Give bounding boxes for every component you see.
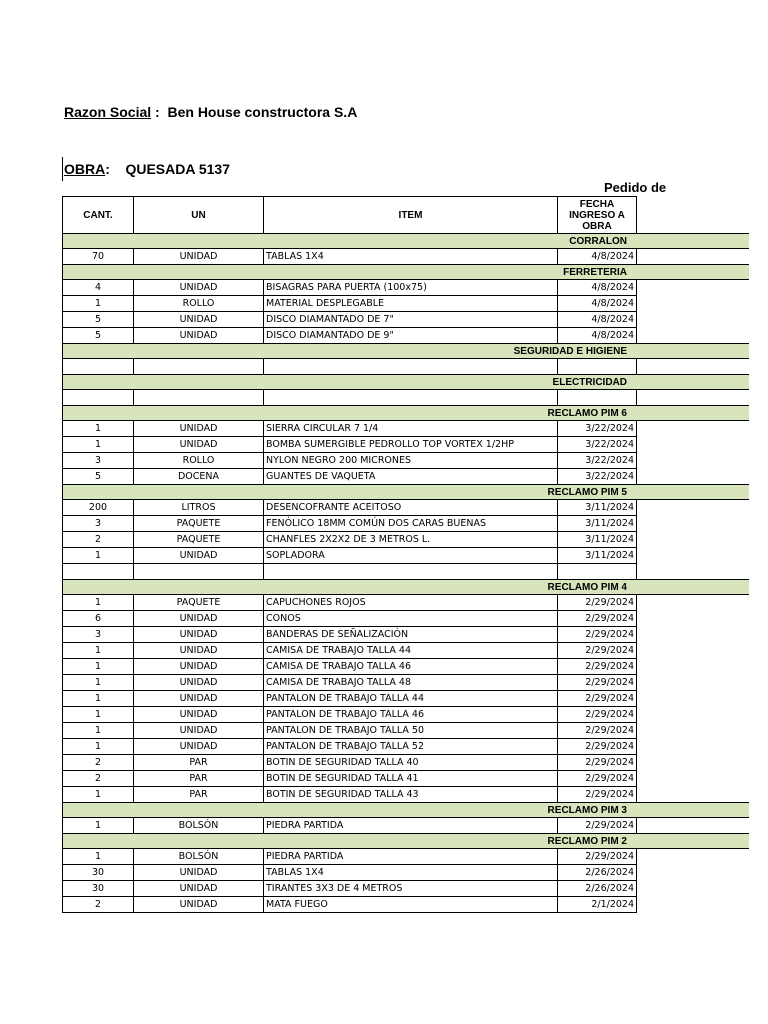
table-row <box>63 643 750 659</box>
cell-overflow <box>637 611 750 627</box>
cell-cant: 1 <box>63 659 134 675</box>
cell-un <box>134 359 264 375</box>
cell-un: UNIDAD <box>134 280 264 296</box>
cell-un: UNIDAD <box>134 707 264 723</box>
table-row <box>63 312 750 328</box>
table-row <box>63 755 750 771</box>
cell-item: CAMISA DE TRABAJO TALLA 46 <box>264 659 558 675</box>
cell-item: DESENCOFRANTE ACEITOSO <box>264 500 558 516</box>
cell-un: PAQUETE <box>134 516 264 532</box>
header-cant: CANT. <box>63 197 134 234</box>
table-row <box>63 564 750 580</box>
cell-fecha: 2/29/2024 <box>558 707 637 723</box>
cell-cant: 2 <box>63 755 134 771</box>
cell-un: UNIDAD <box>134 739 264 755</box>
cell-item: CONOS <box>264 611 558 627</box>
cell-cant: 6 <box>63 611 134 627</box>
obra-value: QUESADA 5137 <box>125 161 230 177</box>
cell-overflow <box>637 675 750 691</box>
table-row <box>63 421 750 437</box>
cell-fecha: 4/8/2024 <box>558 328 637 344</box>
header-un: UN <box>134 197 264 234</box>
cell-un: UNIDAD <box>134 328 264 344</box>
section-title: FERRETERIA <box>63 265 750 280</box>
obra-separator: : <box>105 161 126 177</box>
cell-item: PIEDRA PARTIDA <box>264 849 558 865</box>
cell-fecha: 3/11/2024 <box>558 548 637 564</box>
cell-overflow <box>637 849 750 865</box>
section-title: RECLAMO PIM 4 <box>63 580 750 595</box>
cell-fecha: 3/22/2024 <box>558 453 637 469</box>
cell-item: BOTIN DE SEGURIDAD TALLA 41 <box>264 771 558 787</box>
cell-cant: 200 <box>63 500 134 516</box>
table-row <box>63 897 750 913</box>
cell-overflow <box>637 421 750 437</box>
cell-un: UNIDAD <box>134 659 264 675</box>
table-row <box>63 739 750 755</box>
cell-cant: 1 <box>63 707 134 723</box>
pedido-title: Pedido de <box>604 180 667 195</box>
cell-fecha: 2/26/2024 <box>558 881 637 897</box>
cell-item: GUANTES DE VAQUETA <box>264 469 558 485</box>
cell-fecha: 2/26/2024 <box>558 865 637 881</box>
cell-fecha: 2/29/2024 <box>558 787 637 803</box>
cell-fecha: 3/11/2024 <box>558 532 637 548</box>
section-header-row <box>63 485 750 500</box>
header-fecha: FECHA INGRESO A OBRA <box>558 197 637 234</box>
razon-social-separator: : <box>151 104 168 120</box>
table-row <box>63 771 750 787</box>
table-row <box>63 691 750 707</box>
section-header-row <box>63 406 750 421</box>
cell-un: UNIDAD <box>134 865 264 881</box>
cell-item: SIERRA CIRCULAR 7 1/4 <box>264 421 558 437</box>
cell-un: PAR <box>134 755 264 771</box>
cell-fecha: 2/29/2024 <box>558 643 637 659</box>
cell-item: BOTIN DE SEGURIDAD TALLA 40 <box>264 755 558 771</box>
cell-overflow <box>637 516 750 532</box>
table-row <box>63 723 750 739</box>
section-title: ELECTRICIDAD <box>63 375 750 390</box>
cell-overflow <box>637 659 750 675</box>
table-row <box>63 390 750 406</box>
cell-un: PAQUETE <box>134 595 264 611</box>
cell-overflow <box>637 771 750 787</box>
table-row <box>63 659 750 675</box>
razon-social-line <box>64 104 357 120</box>
cell-fecha: 2/29/2024 <box>558 818 637 834</box>
table-row <box>63 532 750 548</box>
cell-un: UNIDAD <box>134 723 264 739</box>
cell-un: ROLLO <box>134 453 264 469</box>
cell-overflow <box>637 469 750 485</box>
cell-fecha <box>558 564 637 580</box>
cell-un: UNIDAD <box>134 881 264 897</box>
cell-cant: 3 <box>63 453 134 469</box>
section-header-row <box>63 375 750 390</box>
cell-fecha: 2/29/2024 <box>558 611 637 627</box>
table-row <box>63 611 750 627</box>
cell-un: UNIDAD <box>134 643 264 659</box>
section-header-row <box>63 834 750 849</box>
table-row <box>63 881 750 897</box>
cell-fecha: 2/29/2024 <box>558 691 637 707</box>
cell-cant <box>63 564 134 580</box>
cell-fecha: 2/29/2024 <box>558 849 637 865</box>
table-row <box>63 516 750 532</box>
table-row <box>63 787 750 803</box>
cell-fecha: 2/29/2024 <box>558 675 637 691</box>
table-body <box>63 234 750 913</box>
table-row <box>63 359 750 375</box>
obra-label: OBRA <box>64 161 106 177</box>
obra-line <box>64 161 230 177</box>
cell-cant: 1 <box>63 643 134 659</box>
cell-un: BOLSÓN <box>134 849 264 865</box>
cell-fecha: 3/11/2024 <box>558 500 637 516</box>
cell-item: PIEDRA PARTIDA <box>264 818 558 834</box>
cell-overflow <box>637 818 750 834</box>
cell-cant: 30 <box>63 881 134 897</box>
items-table <box>62 196 749 913</box>
table-row <box>63 280 750 296</box>
cell-overflow <box>637 500 750 516</box>
cell-item: BANDERAS DE SEÑALIZACIÓN <box>264 627 558 643</box>
section-title: RECLAMO PIM 2 <box>63 834 750 849</box>
cell-un: UNIDAD <box>134 548 264 564</box>
cell-un: PAQUETE <box>134 532 264 548</box>
cell-item: PANTALON DE TRABAJO TALLA 50 <box>264 723 558 739</box>
cell-overflow <box>637 643 750 659</box>
cell-item <box>264 564 558 580</box>
cell-item: FENÓLICO 18MM COMÚN DOS CARAS BUENAS <box>264 516 558 532</box>
cell-un: PAR <box>134 771 264 787</box>
cell-un: UNIDAD <box>134 249 264 265</box>
cell-item <box>264 390 558 406</box>
cell-cant: 30 <box>63 865 134 881</box>
cell-overflow <box>637 280 750 296</box>
cell-item: TABLAS 1X4 <box>264 249 558 265</box>
cell-un: UNIDAD <box>134 691 264 707</box>
cell-fecha: 2/29/2024 <box>558 755 637 771</box>
cell-cant: 1 <box>63 849 134 865</box>
header-overflow <box>637 197 750 234</box>
cell-item: MATA FUEGO <box>264 897 558 913</box>
section-title: RECLAMO PIM 3 <box>63 803 750 818</box>
cell-cant: 1 <box>63 595 134 611</box>
cell-un <box>134 564 264 580</box>
section-header-row <box>63 234 750 249</box>
cell-un: LITROS <box>134 500 264 516</box>
cell-un: UNIDAD <box>134 312 264 328</box>
cell-overflow <box>637 548 750 564</box>
cell-fecha: 3/22/2024 <box>558 469 637 485</box>
table-row <box>63 328 750 344</box>
cell-cant: 1 <box>63 296 134 312</box>
cell-fecha: 4/8/2024 <box>558 280 637 296</box>
cell-item <box>264 359 558 375</box>
cell-overflow <box>637 532 750 548</box>
cell-item: CAPUCHONES ROJOS <box>264 595 558 611</box>
cell-cant: 1 <box>63 818 134 834</box>
cell-cant: 2 <box>63 771 134 787</box>
table-row <box>63 865 750 881</box>
section-title: CORRALON <box>63 234 750 249</box>
cell-cant: 2 <box>63 897 134 913</box>
cell-un: UNIDAD <box>134 627 264 643</box>
cell-fecha: 4/8/2024 <box>558 312 637 328</box>
cell-overflow <box>637 897 750 913</box>
cell-overflow <box>637 739 750 755</box>
cell-cant <box>63 390 134 406</box>
cell-cant: 1 <box>63 548 134 564</box>
cell-fecha: 4/8/2024 <box>558 296 637 312</box>
cell-un: BOLSÓN <box>134 818 264 834</box>
section-header-row <box>63 580 750 595</box>
cell-fecha: 4/8/2024 <box>558 249 637 265</box>
cell-un: UNIDAD <box>134 897 264 913</box>
cell-overflow <box>637 691 750 707</box>
cell-cant: 3 <box>63 516 134 532</box>
table-row <box>63 627 750 643</box>
section-header-row <box>63 344 750 359</box>
cell-item: DISCO DIAMANTADO DE 9" <box>264 328 558 344</box>
cell-un: PAR <box>134 787 264 803</box>
cell-fecha <box>558 390 637 406</box>
header-item: ITEM <box>264 197 558 234</box>
table-row <box>63 469 750 485</box>
table-row <box>63 548 750 564</box>
section-title: RECLAMO PIM 5 <box>63 485 750 500</box>
cell-fecha: 2/29/2024 <box>558 723 637 739</box>
cell-item: BOMBA SUMERGIBLE PEDROLLO TOP VORTEX 1/2HP <box>264 437 558 453</box>
obra-left-border <box>62 157 63 181</box>
cell-overflow <box>637 723 750 739</box>
cell-overflow <box>637 437 750 453</box>
cell-item: TABLAS 1X4 <box>264 865 558 881</box>
cell-fecha: 2/29/2024 <box>558 739 637 755</box>
razon-social-value: Ben House constructora S.A <box>167 104 358 120</box>
cell-un <box>134 390 264 406</box>
cell-item: CHANFLES 2X2X2 DE 3 METROS L. <box>264 532 558 548</box>
cell-fecha: 2/29/2024 <box>558 627 637 643</box>
table-row <box>63 437 750 453</box>
cell-cant <box>63 359 134 375</box>
cell-cant: 3 <box>63 627 134 643</box>
cell-fecha: 3/22/2024 <box>558 421 637 437</box>
cell-item: BOTIN DE SEGURIDAD TALLA 43 <box>264 787 558 803</box>
cell-overflow <box>637 707 750 723</box>
cell-overflow <box>637 755 750 771</box>
cell-overflow <box>637 564 750 580</box>
cell-overflow <box>637 881 750 897</box>
cell-cant: 5 <box>63 469 134 485</box>
section-title: RECLAMO PIM 6 <box>63 406 750 421</box>
cell-cant: 4 <box>63 280 134 296</box>
cell-item: MATERIAL DESPLEGABLE <box>264 296 558 312</box>
cell-un: UNIDAD <box>134 421 264 437</box>
cell-item: CAMISA DE TRABAJO TALLA 48 <box>264 675 558 691</box>
cell-cant: 70 <box>63 249 134 265</box>
cell-un: DOCENA <box>134 469 264 485</box>
cell-un: UNIDAD <box>134 675 264 691</box>
cell-cant: 1 <box>63 739 134 755</box>
cell-overflow <box>637 296 750 312</box>
table-row <box>63 675 750 691</box>
cell-un: UNIDAD <box>134 437 264 453</box>
cell-fecha: 2/29/2024 <box>558 659 637 675</box>
cell-cant: 1 <box>63 437 134 453</box>
cell-cant: 1 <box>63 675 134 691</box>
cell-cant: 1 <box>63 787 134 803</box>
cell-overflow <box>637 627 750 643</box>
cell-overflow <box>637 390 750 406</box>
cell-fecha: 3/11/2024 <box>558 516 637 532</box>
cell-item: DISCO DIAMANTADO DE 7" <box>264 312 558 328</box>
cell-overflow <box>637 359 750 375</box>
cell-item: PANTALON DE TRABAJO TALLA 52 <box>264 739 558 755</box>
cell-fecha: 2/29/2024 <box>558 771 637 787</box>
cell-item: TIRANTES 3X3 DE 4 METROS <box>264 881 558 897</box>
cell-un: ROLLO <box>134 296 264 312</box>
cell-overflow <box>637 249 750 265</box>
cell-cant: 5 <box>63 328 134 344</box>
cell-item: NYLON NEGRO 200 MICRONES <box>264 453 558 469</box>
table-row <box>63 707 750 723</box>
cell-cant: 2 <box>63 532 134 548</box>
section-header-row <box>63 803 750 818</box>
cell-fecha: 3/22/2024 <box>558 437 637 453</box>
cell-item: CAMISA DE TRABAJO TALLA 44 <box>264 643 558 659</box>
cell-overflow <box>637 595 750 611</box>
section-title: SEGURIDAD E HIGIENE <box>63 344 750 359</box>
cell-un: UNIDAD <box>134 611 264 627</box>
cell-cant: 5 <box>63 312 134 328</box>
razon-social-label: Razon Social <box>64 104 152 120</box>
cell-cant: 1 <box>63 421 134 437</box>
cell-item: PANTALON DE TRABAJO TALLA 46 <box>264 707 558 723</box>
table-row <box>63 453 750 469</box>
cell-overflow <box>637 865 750 881</box>
cell-item: SOPLADORA <box>264 548 558 564</box>
cell-item: BISAGRAS PARA PUERTA (100x75) <box>264 280 558 296</box>
cell-overflow <box>637 453 750 469</box>
cell-fecha: 2/29/2024 <box>558 595 637 611</box>
table-row <box>63 818 750 834</box>
cell-cant: 1 <box>63 723 134 739</box>
table-row <box>63 595 750 611</box>
table-header-row <box>63 197 750 234</box>
cell-fecha <box>558 359 637 375</box>
cell-overflow <box>637 328 750 344</box>
table-row <box>63 296 750 312</box>
cell-overflow <box>637 312 750 328</box>
cell-item: PANTALON DE TRABAJO TALLA 44 <box>264 691 558 707</box>
table-row <box>63 249 750 265</box>
table-row <box>63 849 750 865</box>
cell-fecha: 2/1/2024 <box>558 897 637 913</box>
section-header-row <box>63 265 750 280</box>
cell-cant: 1 <box>63 691 134 707</box>
cell-overflow <box>637 787 750 803</box>
table-row <box>63 500 750 516</box>
